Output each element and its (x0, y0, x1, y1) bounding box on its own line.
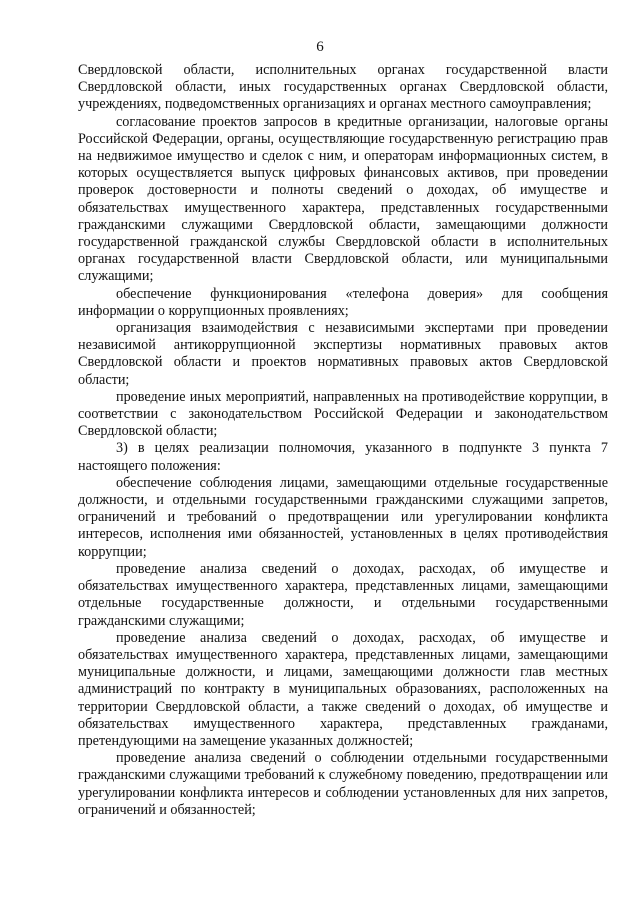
paragraph: обеспечение функционирования «телефона доверия» для сообщения информации о коррупционных проявлениях; (78, 285, 608, 319)
paragraph: 3) в целях реализации полномочия, указанного в подпункте 3 пункта 7 настоящего положения: (78, 440, 608, 474)
paragraph: проведение иных мероприятий, направленных на противодействие коррупции, в соответствии с законодательством Российской Федерации и законодательством Свердловской области; (78, 388, 608, 440)
paragraph: проведение анализа сведений о доходах, расходах, об имуществе и обязательствах имущественного характера, представленных лицами, замещающими отдельные государственные должности, и отдельными государственными гражданскими служащими; (78, 560, 608, 629)
paragraph: проведение анализа сведений о соблюдении отдельными государственными гражданскими служащими требований к служебному поведению, предотвращении или урегулировании конфликта интересов и соблюдении установленных для них запретов, ограничений и обязанностей; (78, 750, 608, 818)
paragraph: согласование проектов запросов в кредитные организации, налоговые органы Российской Федерации, органы, осуществляющие государственную регистрацию прав на недвижимое имущество и сделок с ним, и операторам информационных систем, в которых осуществляется выпуск цифровых финансовых активов, при проведении проверок достоверности и полноты сведений о доходах, об имуществе и обязательствах имущественного характера, представленных государственными гражданскими служащими Свердловской области, замещающими должности государственной гражданской службы Свердловской области в исполнительных органах государственной власти Свердловской области, или муниципальными служащими; (78, 113, 608, 285)
document-body (78, 62, 608, 819)
paragraph: проведение анализа сведений о доходах, расходах, об имуществе и обязательствах имущественного характера, представленных лицами, замещающими муниципальные должности, и лицами, замещающими должности глав местных администраций по контракту в муниципальных образованиях, расположенных на территории Свердловской области, а также сведений о доходах, об имуществе и обязательствах имущественного характера, представленных гражданами, претендующими на замещение указанных должностей; (78, 629, 608, 749)
page-number: 6 (316, 39, 324, 55)
paragraph: обеспечение соблюдения лицами, замещающими отдельные государственные должности, и отдельными государственными гражданскими служащими запретов, ограничений и требований о предотвращении или урегулировании конфликта интересов, исполнения ими обязанностей, установленных в целях противодействия коррупции; (78, 474, 608, 560)
paragraph: организация взаимодействия с независимыми экспертами при проведении независимой антикоррупционной экспертизы нормативных правовых актов Свердловской области и проектов нормативных правовых актов Свердловской области; (78, 320, 608, 388)
paragraph: Свердловской области, исполнительных органах государственной власти Свердловской области, иных государственных органах Свердловской области, учреждениях, подведомственных организациях и органах местного самоуправления; (78, 62, 608, 113)
